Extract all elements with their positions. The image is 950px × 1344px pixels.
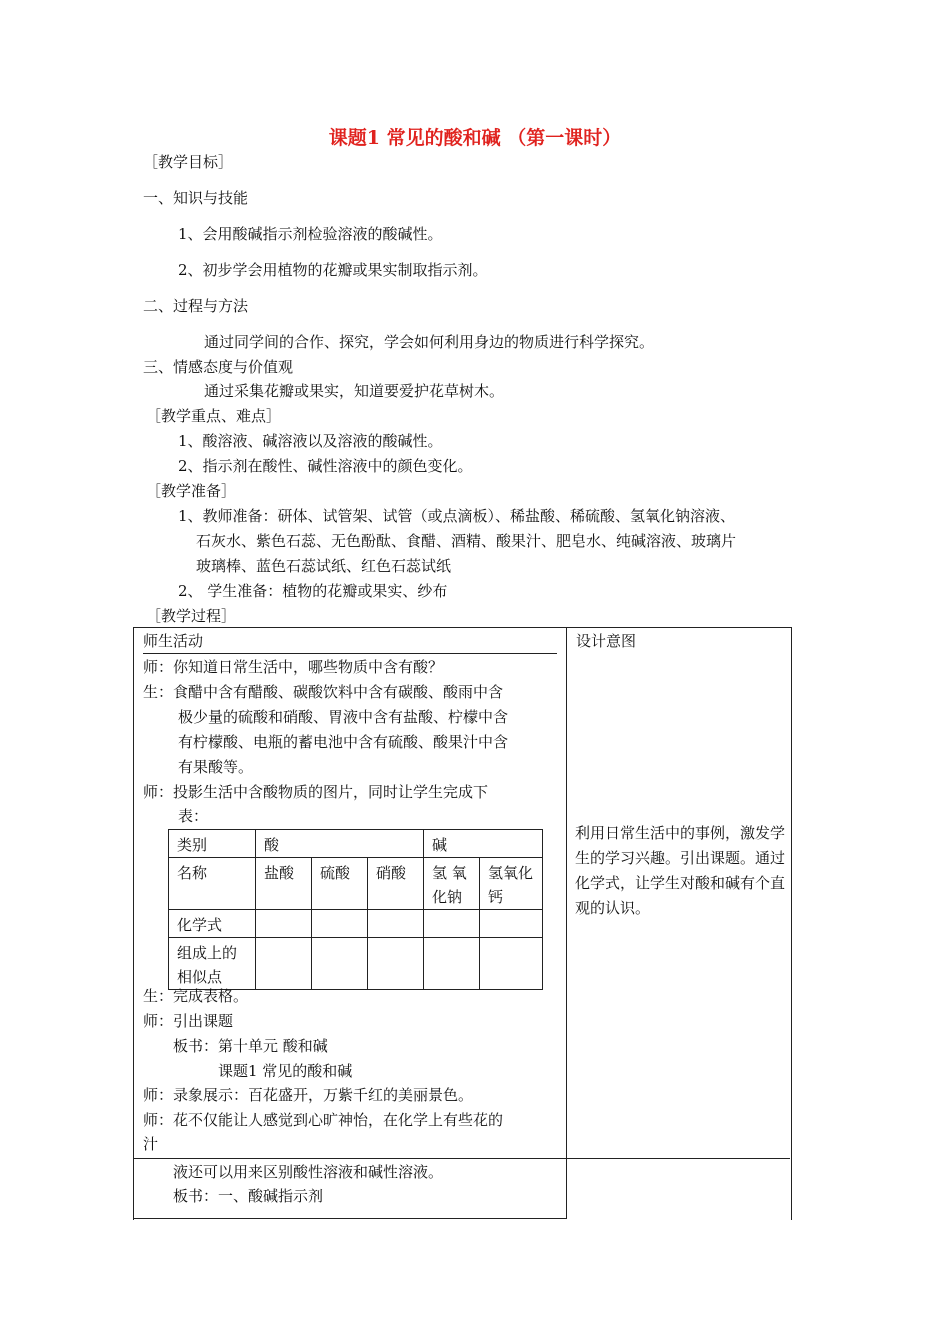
key-point-item: 2、指示剂在酸性、碱性溶液中的颜色变化。 [178, 457, 473, 475]
student-prep: 2、 学生准备：植物的花瓣或果实、纱布 [178, 582, 448, 600]
table-cell [480, 938, 543, 990]
table-cell: 氢氧化钙 [480, 858, 543, 910]
design-intent: 利用日常生活中的事例，激发学生的学习兴趣。引出课题。通过化学式，让学生对酸和碱有个直观的认识。 [575, 824, 786, 917]
dialogue-line: 师：录象展示：百花盛开，万紫千红的美丽景色。 [143, 1086, 474, 1104]
dialogue-line: 师：你知道日常生活中，哪些物质中含有酸？ [143, 658, 444, 676]
page-title: 课题1 常见的酸和碱 （第一课时） [328, 127, 622, 149]
dialogue-line: 师：引出课题 [143, 1012, 234, 1030]
attitude-text: 通过采集花瓣或果实，知道要爱护花草树木。 [204, 382, 505, 400]
dialogue-line: 表： [178, 807, 209, 825]
board-line: 板书：第十单元 酸和碱 [173, 1037, 328, 1055]
table-cell: 盐酸 [256, 858, 312, 910]
table-cell: 氢 氧化钠 [424, 858, 480, 910]
table-cell [368, 938, 424, 990]
objectives-heading: ［教学目标］ [143, 153, 234, 171]
table-cell: 硫酸 [312, 858, 368, 910]
table-cell: 化学式 [169, 910, 256, 938]
col-header-intent: 设计意图 [576, 632, 637, 650]
objective-item: 2、初步学会用植物的花瓣或果实制取指示剂。 [178, 261, 488, 279]
header-underline [143, 653, 557, 654]
row-divider [133, 1158, 790, 1159]
key-point-item: 1、酸溶液、碱溶液以及溶液的酸碱性。 [178, 432, 443, 450]
dialogue-line: 极少量的硫酸和硝酸、胃液中含有盐酸、柠檬中含 [178, 708, 509, 726]
table-cell [368, 910, 424, 938]
table-cell: 名称 [169, 858, 256, 910]
table-bottom [133, 1218, 567, 1219]
table-cell [256, 938, 312, 990]
process-text: 通过同学间的合作、探究，学会如何利用身边的物质进行科学探究。 [204, 333, 655, 351]
continued-line: 板书：一、酸碱指示剂 [173, 1187, 324, 1205]
section-knowledge: 一、知识与技能 [143, 189, 249, 207]
key-points-heading: ［教学重点、难点］ [146, 407, 282, 425]
section-attitude: 三、情感态度与价值观 [143, 358, 294, 376]
table-cell [312, 910, 368, 938]
acid-base-table [168, 829, 543, 990]
table-cell [424, 910, 480, 938]
table-cell [424, 938, 480, 990]
dialogue-line: 有果酸等。 [178, 758, 254, 776]
dialogue-line: 生：完成表格。 [143, 987, 249, 1005]
dialogue-line: 师：花不仅能让人感觉到心旷神怡，在化学上有些花的 [143, 1111, 504, 1129]
dialogue-line: 师：投影生活中含酸物质的图片，同时让学生完成下 [143, 783, 489, 801]
column-divider [566, 627, 567, 1219]
table-cell: 酸 [256, 830, 424, 858]
teacher-prep-line: 1、教师准备：研体、试管架、试管（或点滴板）、稀盐酸、稀硫酸、氢氧化钠溶液、 [178, 507, 736, 525]
table-cell [480, 910, 543, 938]
teacher-prep-line: 石灰水、紫色石蕊、无色酚酞、食醋、酒精、酸果汁、肥皂水、纯碱溶液、玻璃片 [196, 532, 737, 550]
teacher-prep-line: 玻璃棒、蓝色石蕊试纸、红色石蕊试纸 [196, 557, 452, 575]
table-cell: 碱 [424, 830, 543, 858]
section-process: 二、过程与方法 [143, 297, 249, 315]
table-cell [256, 910, 312, 938]
continued-line: 液还可以用来区别酸性溶液和碱性溶液。 [173, 1163, 444, 1181]
table-cell: 组成上的相似点 [169, 938, 256, 990]
board-line: 课题1 常见的酸和碱 [218, 1062, 353, 1080]
dialogue-line: 汁 [143, 1135, 159, 1153]
dialogue-line: 有柠檬酸、电瓶的蓄电池中含有硫酸、酸果汁中含 [178, 733, 509, 751]
process-heading: ［教学过程］ [146, 607, 237, 625]
table-cell: 类别 [169, 830, 256, 858]
preparation-heading: ［教学准备］ [146, 482, 237, 500]
objective-item: 1、会用酸碱指示剂检验溶液的酸碱性。 [178, 225, 443, 243]
col-header-activities: 师生活动 [143, 632, 204, 650]
dialogue-line: 生：食醋中含有醋酸、碳酸饮料中含有碳酸、酸雨中含 [143, 683, 504, 701]
table-cell: 硝酸 [368, 858, 424, 910]
table-cell [312, 938, 368, 990]
